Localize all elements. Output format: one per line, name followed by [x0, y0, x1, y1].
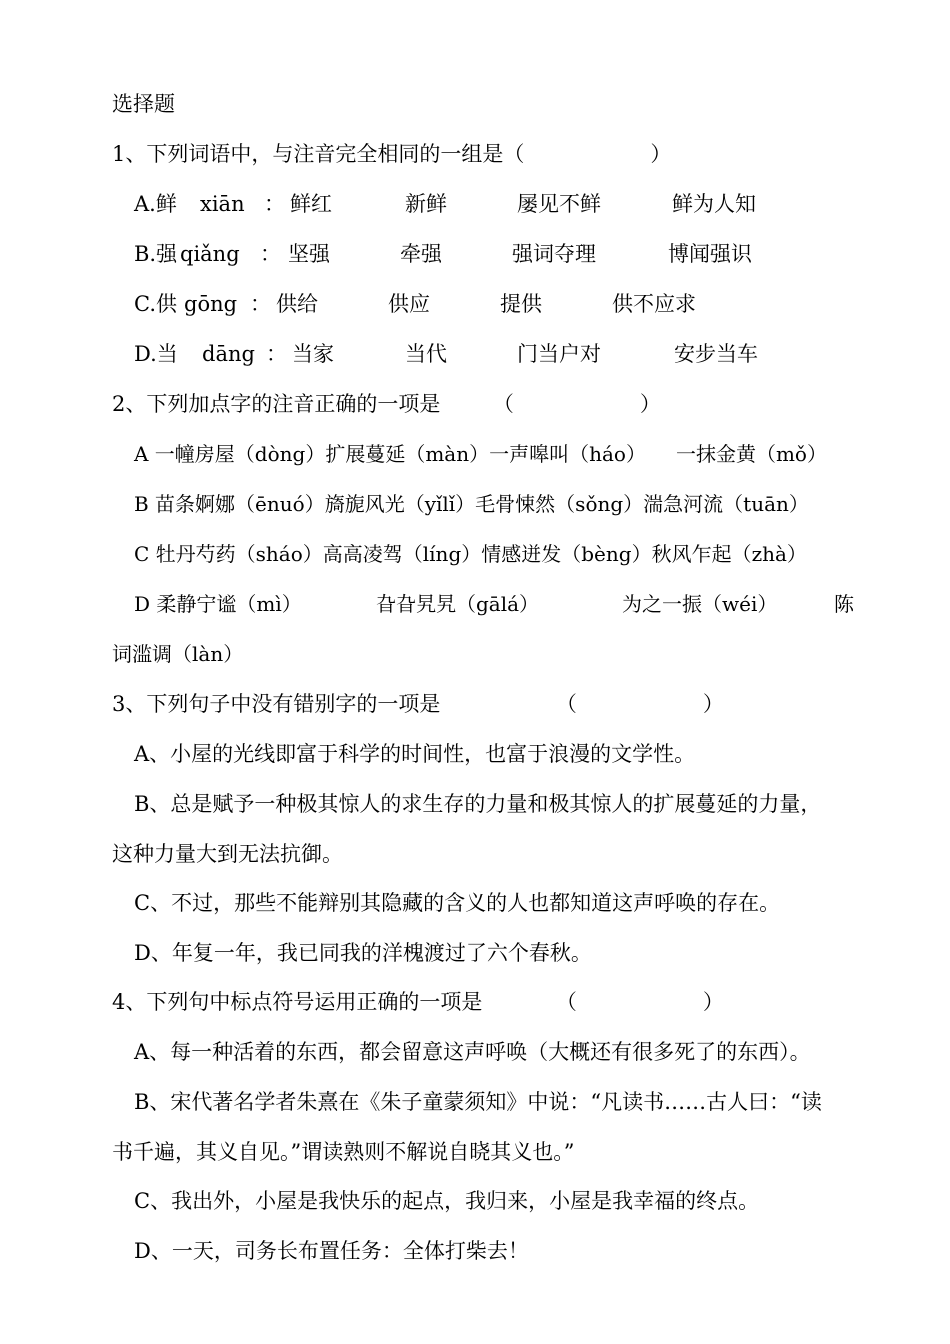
- q3-option-a: A、小屋的光线即富于科学的时间性，也富于浪漫的文学性。: [134, 742, 696, 766]
- q1-d-word: 门当户对: [517, 342, 601, 366]
- q4-option-c: C、我出外，小屋是我快乐的起点，我归来，小屋是我幸福的终点。: [134, 1189, 760, 1213]
- q4-option-b: B、宋代著名学者朱熹在《朱子童蒙须知》中说：“凡读书……古人曰：“读: [134, 1090, 822, 1114]
- q3-option-b-cont: 这种力量大到无法抗御。: [112, 842, 343, 866]
- q1-d-word: 安步当车: [674, 342, 758, 366]
- q1-a-sep: ：: [264, 192, 285, 216]
- q1-a-word: 鲜为人知: [672, 192, 756, 216]
- q1-b-sep: ：: [260, 242, 281, 266]
- q1-b-key: B.强: [134, 242, 178, 266]
- q1-b-word: 博闻强识: [668, 242, 752, 266]
- q1-d-sep: ：: [266, 342, 287, 366]
- q4-stem: 4、下列句中标点符号运用正确的一项是 （ ）: [112, 990, 724, 1014]
- q4-option-d: D、一天，司务长布置任务：全体打柴去！: [134, 1239, 529, 1263]
- q2-stem: 2、下列加点字的注音正确的一项是 （ ）: [112, 392, 661, 416]
- q1-c-key: C.供: [134, 292, 177, 316]
- q1-c-word: 供给: [276, 292, 318, 316]
- q1-a-word: 鲜红: [290, 192, 332, 216]
- q1-a-pinyin: xiān: [200, 192, 245, 216]
- q2-option-c: C 牡丹芍药（sháo）高高凌驾（líng）情感迸发（bèng）秋风乍起（zhà）: [134, 542, 807, 566]
- q1-c-word: 提供: [500, 292, 542, 316]
- q1-d-key: D.当: [134, 342, 178, 366]
- q1-d-pinyin: dāng: [202, 342, 255, 366]
- section-title: 选择题: [112, 92, 175, 116]
- q4-option-a: A、每一种活着的东西，都会留意这声呼唤（大概还有很多死了的东西）。: [134, 1040, 811, 1064]
- q2-option-a: A 一幢房屋（dòng）扩展蔓延（màn）一声嗥叫（háo） 一抹金黄（mǒ）: [134, 442, 827, 466]
- q1-a-word: 屡见不鲜: [517, 192, 601, 216]
- q1-a-word: 新鲜: [405, 192, 447, 216]
- q2-option-b: B 苗条婀娜（ēnuó）旖旎风光（yǐlǐ）毛骨悚然（sǒng）湍急河流（tuān）: [134, 492, 809, 516]
- q1-c-word: 供应: [388, 292, 430, 316]
- q4-option-b-cont: 书千遍，其义自见。”谓读熟则不解说自晓其义也。”: [112, 1140, 575, 1164]
- q3-stem: 3、下列句子中没有错别字的一项是 （ ）: [112, 692, 724, 716]
- q1-stem: 1、下列词语中，与注音完全相同的一组是（ ）: [112, 142, 672, 166]
- q2-d-part: 旮旮旯旯（gālá）: [376, 592, 540, 616]
- q3-option-c: C、不过，那些不能辩别其隐藏的含义的人也都知道这声呼唤的存在。: [134, 891, 781, 915]
- q2-option-d-cont: 词滥调（làn）: [112, 642, 244, 666]
- q1-a-key: A.鲜: [134, 192, 177, 216]
- q1-b-word: 坚强: [288, 242, 330, 266]
- q1-c-word: 供不应求: [612, 292, 696, 316]
- q1-d-word: 当代: [405, 342, 447, 366]
- q1-b-word: 强词夺理: [512, 242, 596, 266]
- q1-d-word: 当家: [292, 342, 334, 366]
- q1-c-sep: ：: [250, 292, 271, 316]
- q1-b-pinyin: qiǎng: [180, 242, 240, 266]
- q2-d-part: D 柔静宁谧（mì）: [134, 592, 302, 616]
- q3-option-d: D、年复一年，我已同我的洋槐渡过了六个春秋。: [134, 941, 592, 965]
- q1-b-word: 牵强: [400, 242, 442, 266]
- q2-d-part: 为之一振（wéi）: [622, 592, 778, 616]
- q3-option-b: B、总是赋予一种极其惊人的求生存的力量和极其惊人的扩展蔓延的力量，: [134, 792, 822, 816]
- q1-c-pinyin: gōng: [184, 292, 238, 316]
- q2-d-part: 陈: [834, 592, 854, 616]
